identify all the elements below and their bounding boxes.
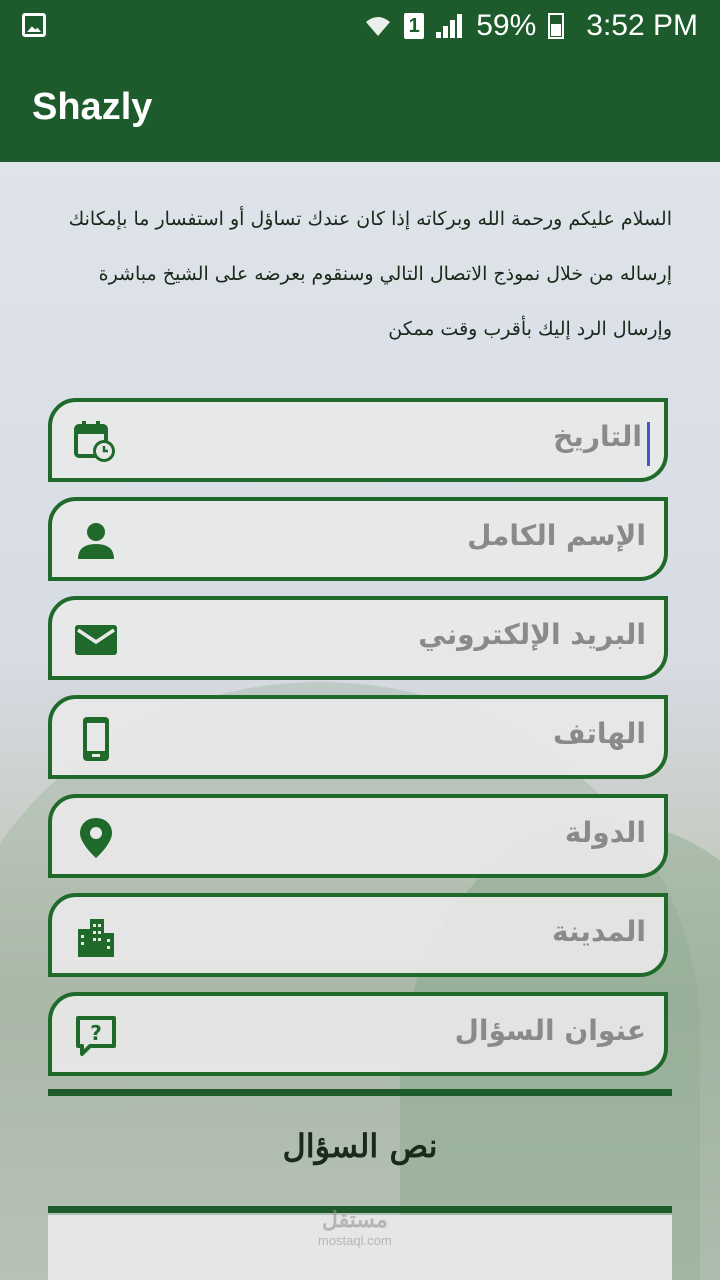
question-title-placeholder: عنوان السؤال bbox=[454, 1014, 646, 1047]
phone-placeholder: الهاتف bbox=[553, 717, 646, 750]
city-field[interactable] bbox=[48, 893, 668, 977]
app-bar bbox=[0, 52, 720, 162]
calendar-clock-icon bbox=[74, 420, 118, 464]
country-field[interactable] bbox=[48, 794, 668, 878]
country-placeholder: الدولة bbox=[564, 816, 646, 849]
status-bar bbox=[0, 0, 720, 52]
watermark bbox=[318, 1207, 392, 1248]
divider-top bbox=[48, 1089, 672, 1096]
signal-icon bbox=[436, 14, 464, 38]
question-title-field[interactable] bbox=[48, 992, 668, 1076]
question-bubble-icon bbox=[74, 1014, 118, 1058]
phone-icon bbox=[74, 717, 118, 761]
city-placeholder: المدينة bbox=[552, 915, 646, 948]
battery-icon bbox=[548, 13, 564, 39]
date-placeholder: التاريخ bbox=[553, 420, 642, 453]
city-icon bbox=[74, 915, 118, 959]
location-pin-icon bbox=[74, 816, 118, 860]
full-name-field[interactable] bbox=[48, 497, 668, 581]
sim-icon: 1 bbox=[404, 13, 424, 39]
watermark-brand: مستقل bbox=[321, 1207, 388, 1232]
clock: 3:52 PM bbox=[586, 9, 698, 42]
app-title: Shazly bbox=[32, 86, 153, 128]
full-name-placeholder: الإسم الكامل bbox=[467, 519, 646, 552]
wifi-icon bbox=[364, 14, 392, 38]
phone-field[interactable] bbox=[48, 695, 668, 779]
text-cursor bbox=[647, 422, 650, 466]
question-text-label: نص السؤال bbox=[282, 1127, 438, 1165]
email-field[interactable] bbox=[48, 596, 668, 680]
watermark-url: mostaql.com bbox=[318, 1233, 392, 1248]
svg-text:?: ? bbox=[90, 1021, 102, 1045]
email-icon bbox=[74, 618, 118, 662]
intro-text: السلام عليكم ورحمة الله وبركاته إذا كان عندك تساؤل أو استفسار ما بإمكانك إرساله من خلال نموذج الاتصال التالي وسنقوم بعرضه على الشيخ مباشرة وإرسال الرد إليك بأقرب وقت ممكن bbox=[68, 208, 672, 340]
date-field[interactable] bbox=[48, 398, 668, 482]
battery-percent: 59% bbox=[476, 9, 537, 42]
gallery-notification-icon bbox=[22, 13, 46, 37]
email-placeholder: البريد الإلكتروني bbox=[418, 618, 646, 651]
person-icon bbox=[74, 519, 118, 563]
contact-form-screen[interactable] bbox=[0, 162, 720, 1280]
